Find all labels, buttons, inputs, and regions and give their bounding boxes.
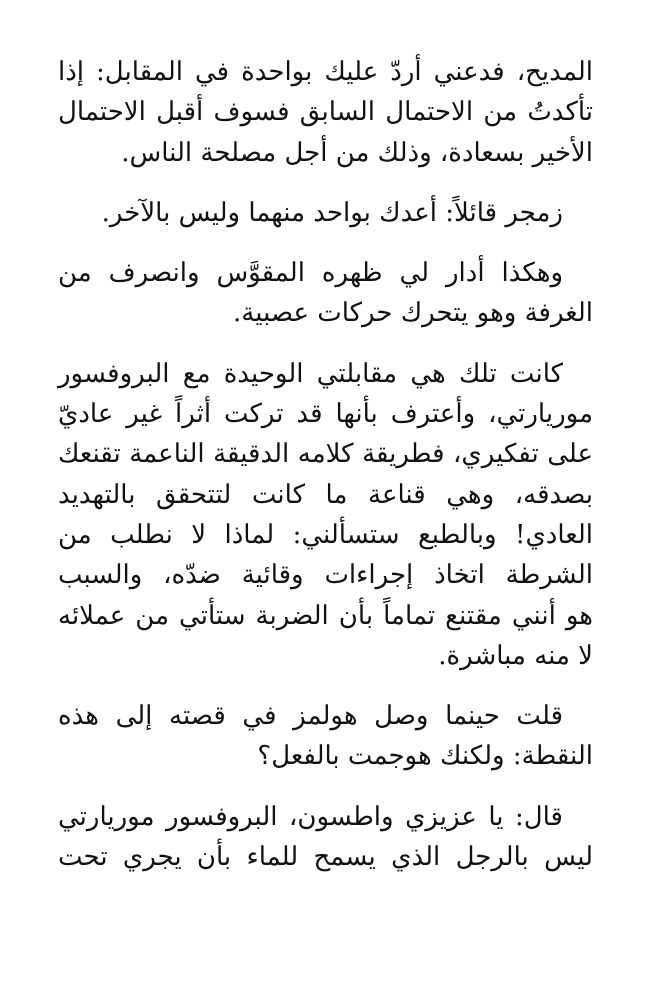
text-line: هو أنني مقتنع تماماً بأن الضربة ستأتي من عملائه	[58, 600, 593, 631]
text-line: بصدقه، وهي قناعة ما كانت لتتحقق بالتهديد	[58, 479, 593, 510]
paragraph	[58, 52, 593, 173]
text-line: الأخير بسعادة، وذلك من أجل مصلحة الناس.	[121, 137, 593, 168]
text-line: الشرطة اتخاذ إجراءات وقائية ضدّه، والسبب	[58, 560, 593, 591]
text-line: وهكذا أدار لي ظهره المقوَّس وانصرف من	[58, 258, 563, 289]
paragraph	[58, 354, 593, 676]
text-line: لا منه مباشرة.	[438, 640, 593, 671]
text-line: الغرفة وهو يتحرك حركات عصبية.	[233, 298, 593, 329]
text-line: المديح، فدعني أردّ عليك بواحدة في المقابل: إذا	[58, 57, 593, 87]
text-line: موريارتي، وأعترف بأنها قد تركت أثراً غير عاديّ	[58, 399, 593, 430]
text-line: تأكدتُ من الاحتمال السابق فسوف أقبل الاحتمال	[58, 97, 593, 128]
paragraph	[58, 696, 593, 777]
text-line: على تفكيري، فطريقة كلامه الدقيقة الناعمة تقنعك	[58, 439, 593, 470]
text-line: النقطة: ولكنك هوجمت بالفعل؟	[257, 741, 593, 772]
text-line: العادي! وبالطبع ستسألني: لماذا لا نطلب من	[58, 519, 593, 550]
paragraph	[58, 797, 593, 878]
text-line: كانت تلك هي مقابلتي الوحيدة مع البروفسور	[58, 358, 563, 389]
text-line: قال: يا عزيزي واطسون، البروفسور موريارتي	[58, 801, 563, 832]
paragraph	[58, 253, 593, 334]
paragraph	[58, 193, 593, 233]
text-line: قلت حينما وصل هولمز في قصته إلى هذه	[58, 701, 563, 732]
text-line: ليس بالرجل الذي يسمح للماء بأن يجري تحت	[58, 842, 593, 873]
text-line: زمجر قائلاً: أعدك بواحد منهما وليس بالآخر.	[101, 197, 563, 228]
